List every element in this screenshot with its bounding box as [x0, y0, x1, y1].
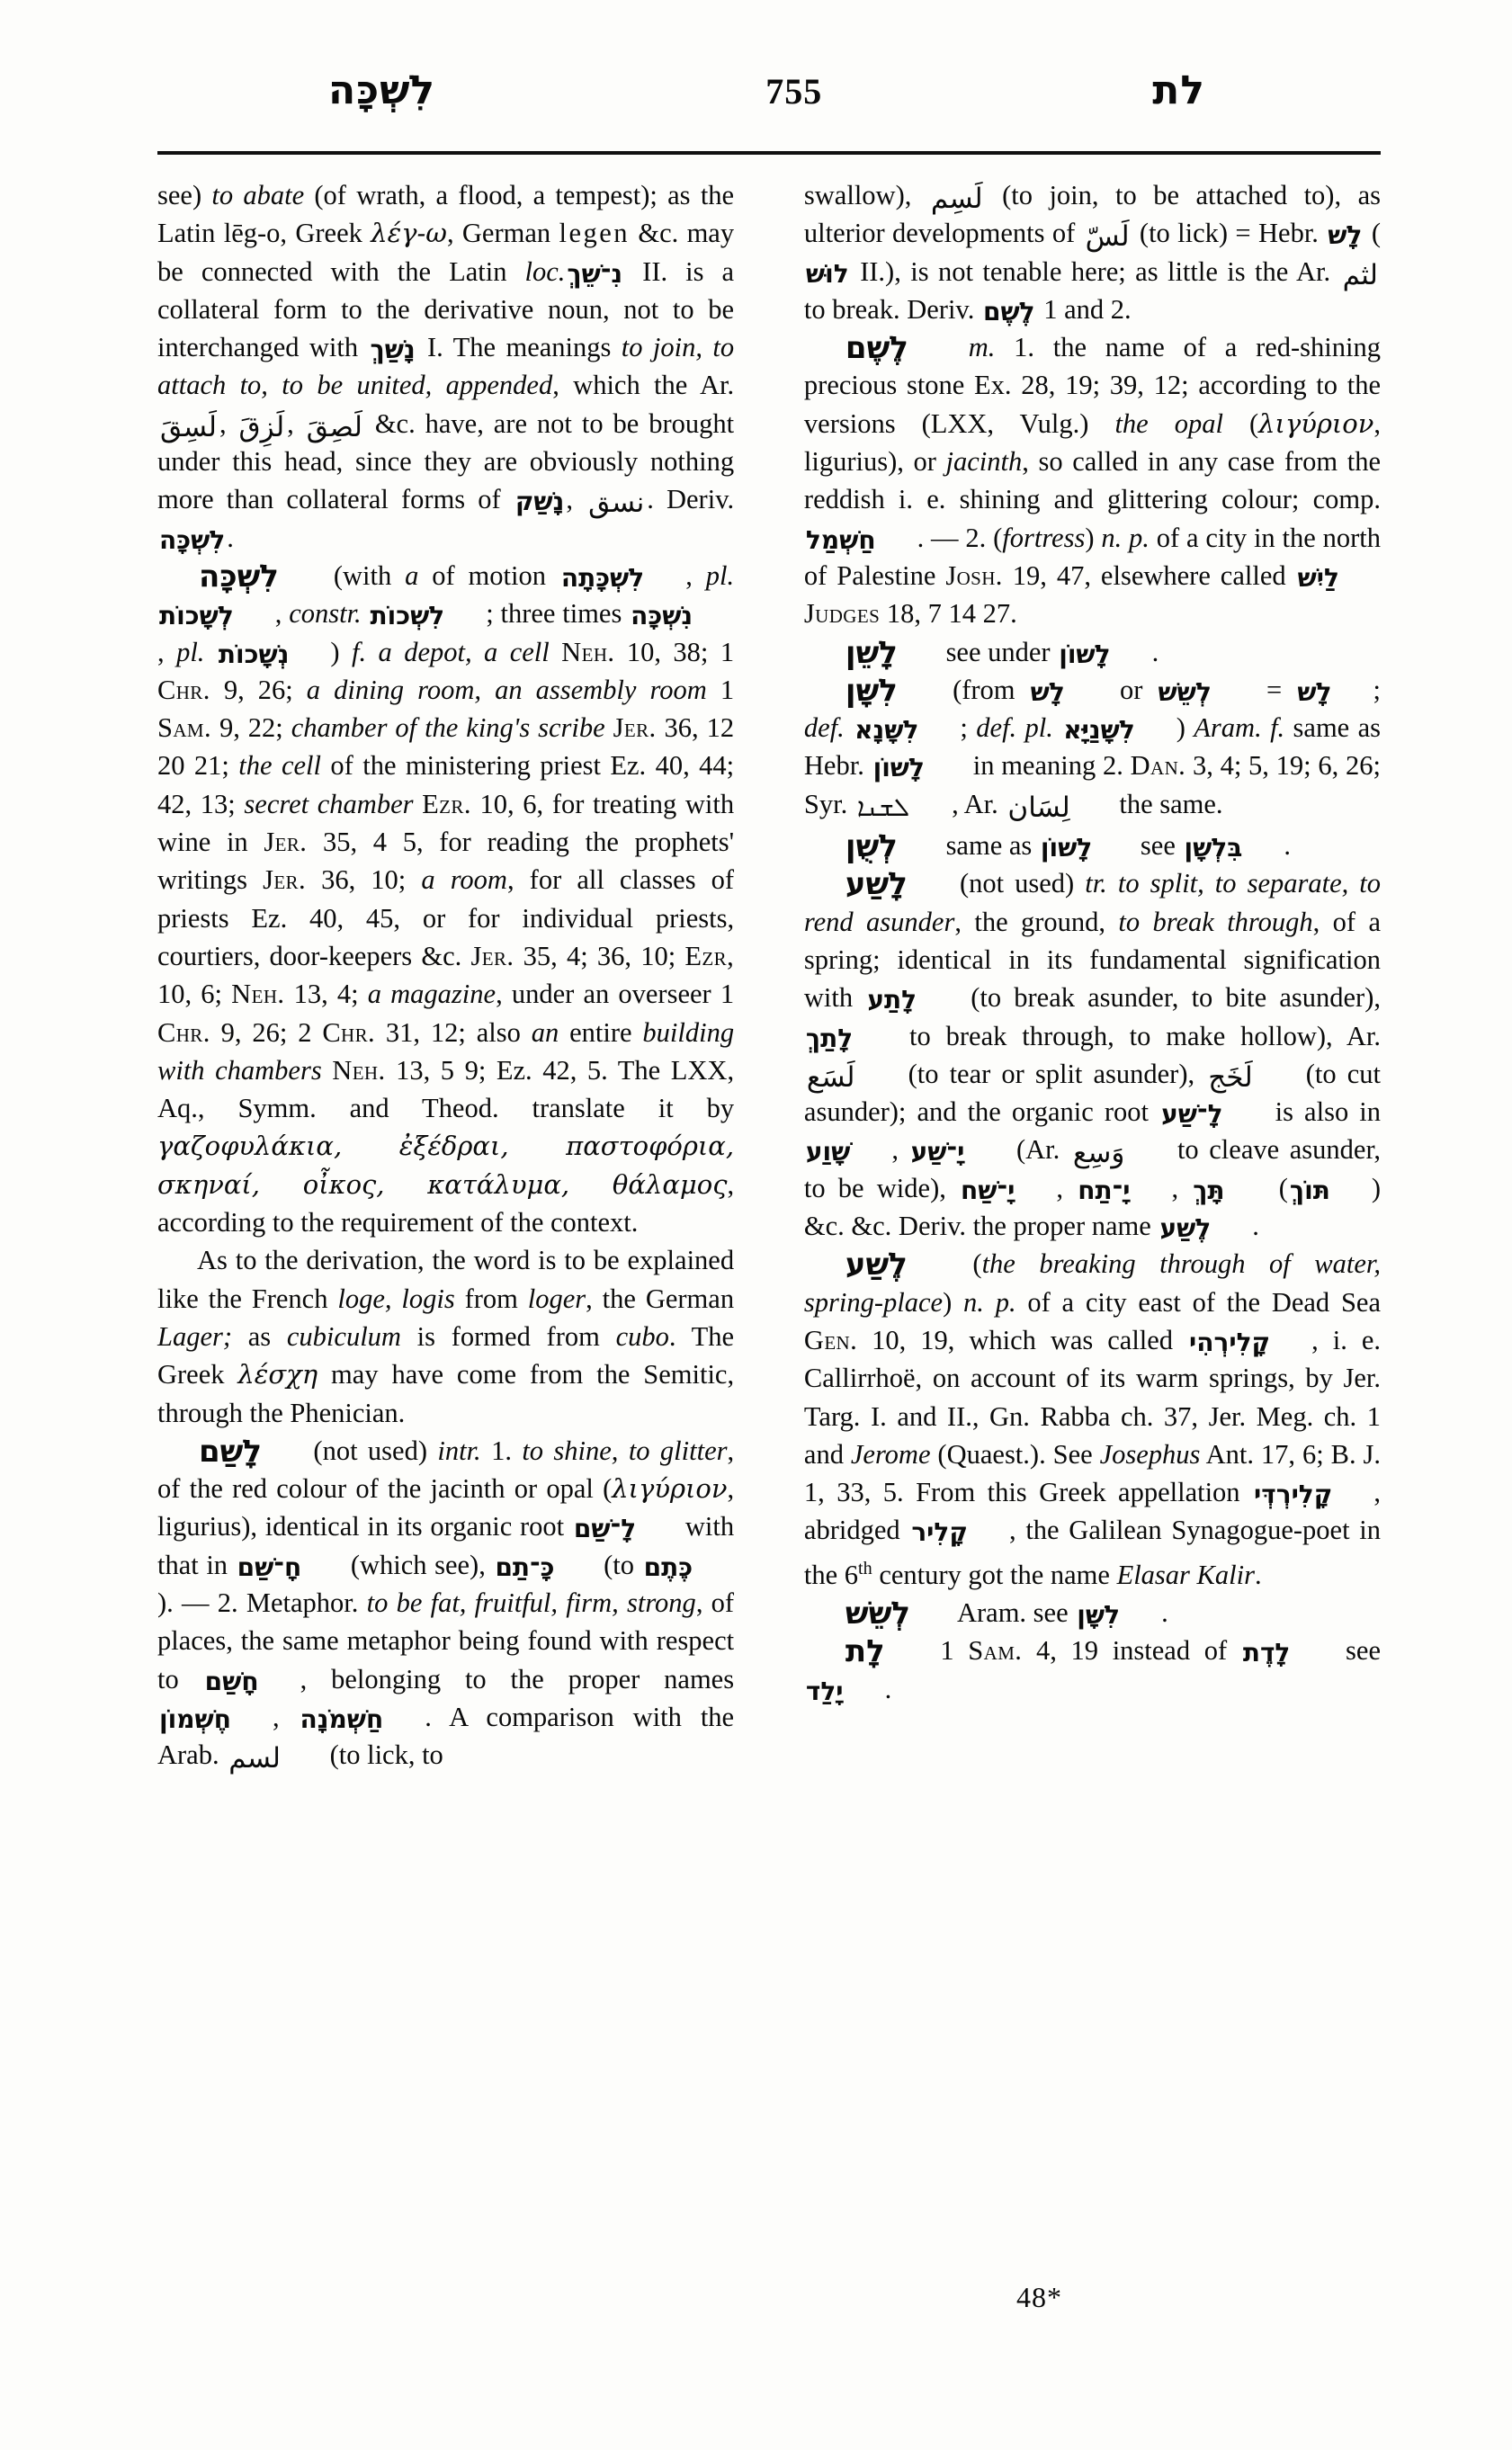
reference-abbrev: Chr.: [322, 1016, 376, 1048]
hebrew-word: נִ־שֵׁךְ: [567, 258, 623, 289]
entry-paragraph: לִשְׁכָּה (with a of motion לִשְׁכָּתָה , pl. לְשָׁכוֹת , constr. לִשְׁכוֹת ; three times נִשְׁכָּה, pl. נְשָׁכוֹת ) f. a depot, a cell Neh. 10, 38; 1 Chr. 9, 26; a dining room, an assembly room 1 Sam. 9, 22; chamber of the king's scribe Jer. 36, 12 20 21; the cell of the ministering priest Ez. 40, 44; 42, 13; secret chamber Ezr. 10, 6, for treating with wine in Jer. 35, 4 5, for reading the prophets' writings Jer. 36, 10; a room, for all classes of priests Ez. 40, 45, or for individual priests, courtiers, door-keepers &c. Jer. 35, 4; 36, 10; Ezr, 10, 6; Neh. 13, 4; a magazine, under an overseer 1 Chr. 9, 26; 2 Chr. 31, 12; also an entire building with chambers Neh. 13, 5 9; Ez. 42, 5. The LXX, Aq., Symm. and Theod. translate it by γαζοφυλάκια, ἐξέδραι, παστοφόρια, σκηναί, οἶκος, κατάλυμα, θάλαμος, according to the requirement of the context.: [157, 558, 735, 1238]
entry-paragraph: swallow), لَسِم (to join, to be attached to), as ulterior developments of لَسّ (to lick) = Hebr. לָשׁ (לוּשׁ II.), is not tenable here; as little is the Ar. لثم to break. Deriv. לֶשֶׁם 1 and 2.: [803, 180, 1381, 326]
reference-abbrev: Gen.: [803, 1324, 858, 1355]
hebrew-headword: לָת: [845, 1633, 885, 1670]
hebrew-word: לָתַע: [867, 985, 917, 1015]
column-gutter: [747, 176, 763, 1774]
hebrew-word: לְשֵׁשׁ: [1158, 676, 1212, 707]
hebrew-headword: לִשָּׁן: [845, 672, 898, 709]
hebrew-word: לָשׁ: [1030, 676, 1065, 707]
italic-run: to join, to attach to, to be united, appended: [157, 332, 735, 401]
entry-paragraph: לָשַׁם (not used) intr. 1. to shine, to glitter, of the red colour of the jacinth or opal (λιγύριον, ligurius), identical in its organic root לָ־שַׁם with that in חָ־שַׁם (which see), כָּ־תַם (to כֶּתֶם). — 2. Metaphor. to be fat, fruitful, firm, strong, of places, the same metaphor being found with respect to חָשַׁם , belonging to the proper names חֶשְׁמוֹן , חַשְׁמֹנָה . A comparison with the Arab. لسم (to lick, to: [157, 1433, 735, 1775]
hebrew-word: לַיִשׁ: [1297, 562, 1339, 593]
italic-run: n. p.: [963, 1286, 1016, 1318]
italic-run: cubiculum: [286, 1320, 401, 1352]
greek-word: λέγ-ω: [371, 218, 447, 249]
entry-paragraph: see) to abate (of wrath, a flood, a tempest); as the Latin lēg-o, Greek λέγ-ω, German legen &c. may be connected with the Latin loc.נִ־שֵׁךְ II. is a collateral form to the derivative noun, not to be interchanged with נָשַׁךְ I. The meanings to join, to attach to, to be united, appended, which the Ar. لَسِقَ, لَزِقَ, لَصِقَ &c. have, are not to be brought under this head, since they are obviously nothing more than collateral forms of נָשַׁק, نسق. Deriv. לִשְׁכָּה.: [157, 180, 735, 555]
column-right: [763, 176, 1381, 1774]
hebrew-word: קָלִירְדְּי: [1254, 1480, 1333, 1510]
entry-paragraph: As to the derivation, the word is to be explained like the French loge, logis from loger, the German Lager; as cubiculum is formed from cubo. The Greek λέσχη may have come from the Semitic, through the Phenician.: [157, 1245, 735, 1428]
arabic-word: لَصِقَ: [306, 410, 362, 443]
arabic-word: لَسّ: [1085, 220, 1130, 254]
italic-run: Lager;: [157, 1320, 233, 1352]
italic-run: jacinth: [945, 446, 1023, 478]
italic-run: cubo: [615, 1320, 669, 1352]
arabic-word: لثم: [1342, 258, 1378, 291]
italic-run: a: [405, 559, 419, 591]
italic-run: def.: [803, 712, 845, 744]
hebrew-word: לָשׁוֹן: [1040, 833, 1093, 863]
italic-run: pl.: [176, 636, 205, 667]
italic-run: fortress: [1002, 522, 1086, 553]
hebrew-word: לְשָׁכוֹת: [159, 601, 234, 631]
reference-abbrev: Ezr.: [422, 788, 471, 819]
hebrew-word: חַשְׁמֹנָה: [300, 1703, 384, 1734]
hebrew-word: לֶשַׁע: [1159, 1213, 1212, 1244]
italic-run: to be fat, fruitful, firm, strong: [366, 1587, 696, 1618]
reference-abbrev: Dan.: [1130, 750, 1186, 782]
italic-run: a room: [421, 864, 507, 896]
running-head: [157, 67, 1381, 137]
italic-run: to abate: [211, 180, 305, 210]
italic-run: to shine, to glitter: [522, 1435, 728, 1466]
hebrew-headword: לִשְׁכָּה: [199, 558, 279, 595]
italic-run: Josephus: [1099, 1438, 1201, 1470]
page-number: 755: [765, 71, 823, 112]
hebrew-word: לָתַךְ: [805, 1023, 854, 1053]
hebrew-headword: לָשֵׁן: [845, 634, 898, 671]
hebrew-word: לִשְׁכָּה: [159, 524, 226, 555]
reference-abbrev: Jer.: [470, 940, 514, 971]
hebrew-word: שָׁוַע: [805, 1137, 851, 1167]
reference-abbrev: Jer.: [263, 864, 306, 896]
hebrew-word: נְשָׁכוֹת: [218, 639, 290, 669]
arabic-word: وَسِع: [1072, 1137, 1125, 1170]
greek-word: λιγύριον: [1258, 407, 1374, 439]
italic-run: an: [531, 1016, 559, 1048]
hebrew-word: יָלַד: [805, 1676, 844, 1706]
italic-run: the opal: [1114, 407, 1223, 439]
hebrew-headword: לֶשַׁע: [845, 1247, 908, 1283]
hebrew-word: בִּלְשָׁן: [1184, 833, 1243, 863]
reference-abbrev: Jer.: [264, 827, 308, 858]
hebrew-word: חֶשְׁמוֹן: [159, 1703, 231, 1734]
italic-run: f. a depot, a cell: [351, 636, 550, 667]
hebrew-word: לִשְׁכָּתָה: [560, 562, 645, 593]
arabic-word: لَسِم: [930, 183, 983, 215]
arabic-word: لَسَع: [806, 1060, 855, 1094]
hebrew-word: לִשָּׁנַיָּא: [1063, 715, 1135, 746]
hebrew-word: לָ־שַׁע: [1161, 1099, 1223, 1130]
reference-abbrev: Chr.: [157, 1016, 210, 1048]
reference-abbrev: Neh.: [561, 636, 615, 667]
hebrew-word: לָשׁוֹן: [872, 753, 925, 783]
hebrew-word: יָ־תַח: [1078, 1175, 1131, 1205]
reference-abbrev: Sam.: [157, 712, 212, 744]
hebrew-word: קָלִירְהִי: [1189, 1327, 1271, 1357]
hebrew-word: לָ־שַׁם: [573, 1514, 637, 1544]
italic-run: n. p.: [1101, 522, 1150, 553]
hebrew-word: נָשַׁךְ: [370, 335, 416, 365]
greek-word: γαζοφυλάκια, ἐξέδραι, παστοφόρια, σκηναί, οἶκος, κατάλυμα, θάλαμος: [157, 1131, 735, 1200]
italic-run: Jerome: [850, 1438, 931, 1470]
italic-run: the cell: [238, 750, 321, 782]
arabic-word: نسق: [588, 487, 645, 520]
hebrew-word: כָּ־תַם: [495, 1551, 555, 1582]
entry-paragraph: לִשָּׁן (from לָשׁ or לְשֵׁשׁ = לָשׁ ; def. לִשָּׁנָא ; def. pl. לִשָּׁנַיָּא ) Aram. f. same as Hebr. לָשׁוֹן in meaning 2. Dan. 3, 4; 5, 19; 6, 26; Syr. ܠܫܢܐ , Ar. لِسَان the same.: [804, 671, 1381, 827]
reference-abbrev: Neh.: [231, 979, 285, 1010]
italic-run: def. pl.: [976, 712, 1053, 744]
italic-run: building with chambers: [157, 1016, 735, 1086]
italic-run: Elasar Kalir: [1116, 1559, 1255, 1590]
hebrew-word: לָשׁוֹן: [1059, 639, 1111, 669]
superscript-run: th: [858, 1558, 872, 1578]
hebrew-word: נִשְׁכָּה: [631, 601, 693, 631]
italic-run: chamber of the king's scribe: [291, 712, 605, 744]
hebrew-word: תָּךְ: [1193, 1175, 1225, 1205]
italic-run: m.: [968, 332, 996, 363]
italic-run: pl.: [705, 559, 735, 591]
body-columns: [157, 176, 1381, 1774]
hebrew-word: לֶשֶׁם: [982, 296, 1035, 326]
letterspaced-run: legen: [559, 218, 631, 249]
entry-paragraph: לְשֻׁן same as לָשׁוֹן see בִּלְשָׁן .: [845, 828, 1291, 865]
italic-run: tr. to split, to separate, to rend asunder: [803, 868, 1381, 937]
running-head-left-hebrew: לִשְׁכָּה: [328, 67, 436, 113]
greek-word: λέσχη: [237, 1359, 318, 1390]
reference-abbrev: Jer.: [613, 712, 657, 744]
entry-paragraph: לֶשֶׁם m. 1. the name of a red-shining precious stone Ex. 28, 19; 39, 12; according to the versions (LXX, Vulg.) the opal (λιγύριον, ligurius), or jacinth, so called in any case from the reddish i. e. shining and glittering colour; comp. חַשְׁמַל . — 2. (fortress) n. p. of a city in the north of Palestine Josh. 19, 47, elsewhere called לַיִשׁ Judges 18, 7 14 27.: [803, 330, 1381, 630]
hebrew-word: נָשַׁק: [514, 487, 565, 517]
italic-run: a dining room, an assembly room: [306, 674, 707, 705]
reference-abbrev: Judges: [803, 598, 881, 630]
arabic-word: لسم: [228, 1742, 281, 1775]
reference-abbrev: Chr.: [157, 674, 210, 705]
syriac-word: ܠܫܢܐ: [856, 791, 910, 822]
hebrew-headword: לְשֻׁן: [845, 828, 898, 865]
italic-run: a magazine: [367, 979, 497, 1010]
italic-run: loc.: [524, 255, 566, 287]
italic-run: loger: [527, 1283, 586, 1314]
entry-paragraph: לָשֵׁן see under לָשׁוֹן .: [845, 634, 1159, 671]
hebrew-word: לִשָּׁן: [1077, 1600, 1121, 1631]
greek-word: λιγύριον: [612, 1473, 728, 1505]
hebrew-word: קָלִיר: [911, 1517, 968, 1548]
hebrew-headword: לֶשֶׁם: [845, 330, 908, 367]
hebrew-word: לָשׁ: [1297, 676, 1332, 707]
hebrew-word: לִשְׁכוֹת: [370, 601, 445, 631]
hebrew-word: לִשָּׁנָא: [854, 715, 919, 746]
arabic-word: لِسَان: [1007, 791, 1070, 824]
arabic-word: لَزِقَ: [238, 410, 285, 443]
hebrew-word: לָשׁ: [1328, 220, 1363, 251]
reference-abbrev: Neh.: [332, 1054, 386, 1086]
entry-paragraph: לָת 1 Sam. 4, 19 instead of לָדֶת see יָלַד .: [805, 1633, 1381, 1706]
italic-run: constr.: [289, 598, 362, 630]
italic-run: the breaking through of water, spring-place: [803, 1248, 1381, 1318]
italic-run: loge, logis: [337, 1283, 455, 1314]
arabic-word: لَسِقَ: [160, 410, 217, 443]
hebrew-word: תּוֹךְ: [1289, 1175, 1330, 1205]
italic-run: Aram. f.: [1194, 712, 1285, 744]
hebrew-word: לָדֶת: [1242, 1638, 1291, 1668]
hebrew-headword: לָשַׁע: [845, 866, 908, 903]
hebrew-word: יָ־שַׁח: [961, 1175, 1015, 1205]
header-rule: [157, 151, 1381, 155]
reference-abbrev: Sam.: [968, 1635, 1023, 1667]
italic-run: intr.: [437, 1435, 481, 1466]
hebrew-word: לוּשׁ: [805, 258, 849, 289]
reference-abbrev: Ezr,: [684, 940, 735, 971]
hebrew-word: כֶּתֶם: [643, 1551, 693, 1582]
hebrew-headword: לָשַׁם: [199, 1433, 263, 1470]
entry-paragraph: לֶשַׁע (the breaking through of water, spring-place) n. p. of a city east of the Dead Sea Gen. 10, 19, which was called קָלִירְהִי , i. e. Callirrhoë, on account of its warm springs, by Jer. Targ. I. and II., Gn. Rabba ch. 37, Jer. Meg. ch. 1 and Jerome (Quaest.). See Josephus Ant. 17, 6; B. J. 1, 33, 5. From this Greek appellation קָלִירְדְּי , abridged קָלִיר , the Galilean Synagogue-poet in the 6th century got the name Elasar Kalir.: [803, 1247, 1382, 1590]
signature-mark: 48*: [1016, 2281, 1062, 2313]
italic-run: to break through: [1118, 906, 1313, 937]
column-left: [157, 176, 747, 1774]
hebrew-word: חָשַׁם: [204, 1666, 259, 1696]
entry-paragraph: לָשַׁע (not used) tr. to split, to separate, to rend asunder, the ground, to break through, of a spring; identical in its fundamental signification with לָתַע (to break asunder, to bite asunder), לָתַךְ to break through, to make hollow), Ar. لَسَع (to tear or split asunder), لَخَج (to cut asunder); and the organic root לָ־שַׁע is also in שָׁוַע , יָ־שַׁע (Ar. وَسِع to cleave asunder, to be wide), יָ־שַׁח , יָ־תַח , תָּךְ (תּוֹךְ ) &c. &c. Deriv. the proper name לֶשַׁע .: [803, 866, 1382, 1244]
hebrew-word: יָ־שַׁע: [910, 1137, 965, 1167]
hebrew-word: חַשְׁמַל: [805, 524, 876, 555]
hebrew-word: חָ־שַׁם: [237, 1551, 302, 1582]
hebrew-headword: לְשֵׁשׁ: [845, 1596, 911, 1632]
italic-run: secret chamber: [244, 788, 414, 819]
arabic-word: لَخَج: [1208, 1060, 1253, 1094]
running-head-right-hebrew: לת: [1152, 67, 1205, 113]
entry-paragraph: לְשֵׁשׁ Aram. see לִשָּׁן .: [845, 1596, 1168, 1632]
reference-abbrev: Josh.: [945, 559, 1003, 591]
